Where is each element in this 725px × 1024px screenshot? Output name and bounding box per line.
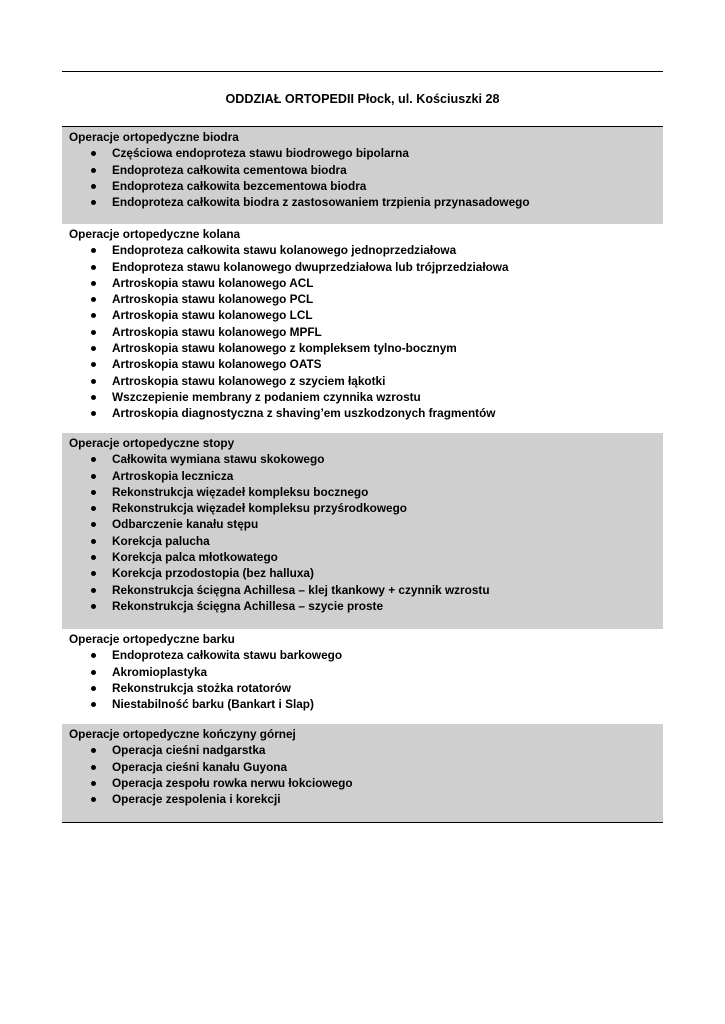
list-item <box>69 405 663 421</box>
list-item <box>69 775 663 791</box>
page-title: ODDZIAŁ ORTOPEDII Płock, ul. Kościuszki 28 <box>225 92 500 106</box>
bullet-icon <box>91 379 96 384</box>
item-label: Rekonstrukcja więzadeł kompleksu bocznego <box>112 484 369 499</box>
item-label: Artroskopia stawu kolanowego z szyciem łąkotki <box>112 373 386 388</box>
list-item <box>69 533 663 549</box>
section-title: Operacje ortopedyczne stopy <box>69 436 235 450</box>
bullet-icon <box>91 168 96 173</box>
bullet-icon <box>91 748 96 753</box>
section-title: Operacje ortopedyczne kończyny górnej <box>69 727 296 741</box>
item-label: Korekcja przodostopia (bez halluxa) <box>112 566 314 581</box>
section-shoulder <box>62 629 663 724</box>
section-upper-limb <box>62 724 663 822</box>
bullet-icon <box>91 653 96 658</box>
bullet-icon <box>91 670 96 675</box>
list-item <box>69 791 663 807</box>
section-title: Operacje ortopedyczne kolana <box>69 227 241 241</box>
bullet-icon <box>91 765 96 770</box>
bullet-icon <box>91 184 96 189</box>
list-item <box>69 340 663 356</box>
item-label: Korekcja palca młotkowatego <box>112 550 278 565</box>
bullet-icon <box>91 151 96 156</box>
bullet-icon <box>91 281 96 286</box>
item-label: Artroskopia stawu kolanowego OATS <box>112 357 322 372</box>
procedures-table <box>62 126 663 823</box>
list-item <box>69 356 663 372</box>
item-label: Artroskopia stawu kolanowego z kompleksem tylno-bocznym <box>112 341 457 356</box>
list-item <box>69 162 663 178</box>
list-item <box>69 742 663 758</box>
list-item <box>69 598 663 614</box>
bullet-icon <box>91 686 96 691</box>
list-item <box>69 549 663 565</box>
section-knee <box>62 224 663 433</box>
procedure-list <box>69 451 663 614</box>
bullet-icon <box>91 457 96 462</box>
item-label: Akromioplastyka <box>112 664 208 679</box>
list-item <box>69 516 663 532</box>
procedure-list <box>69 742 663 807</box>
bullet-icon <box>91 781 96 786</box>
section-hip <box>62 127 663 224</box>
bullet-icon <box>91 474 96 479</box>
document-page <box>62 71 663 823</box>
section-foot <box>62 433 663 629</box>
bullet-icon <box>91 313 96 318</box>
item-label: Rekonstrukcja ścięgna Achillesa – szycie proste <box>112 598 384 613</box>
item-label: Wszczepienie membrany z podaniem czynnika wzrostu <box>112 389 421 404</box>
list-item <box>69 275 663 291</box>
list-item <box>69 582 663 598</box>
item-label: Rekonstrukcja stożka rotatorów <box>112 680 291 695</box>
procedure-list <box>69 647 663 712</box>
item-label: Endoproteza całkowita biodra z zastosowaniem trzpienia przynasadowego <box>112 195 530 210</box>
item-label: Artroskopia stawu kolanowego MPFL <box>112 324 322 339</box>
item-label: Endoproteza całkowita cementowa biodra <box>112 162 347 177</box>
bullet-icon <box>91 200 96 205</box>
bullet-icon <box>91 539 96 544</box>
list-item <box>69 242 663 258</box>
list-item <box>69 145 663 161</box>
list-item <box>69 664 663 680</box>
bullet-icon <box>91 411 96 416</box>
item-label: Operacja cieśni kanału Guyona <box>112 759 288 774</box>
item-label: Artroskopia stawu kolanowego PCL <box>112 292 314 307</box>
bullet-icon <box>91 506 96 511</box>
bullet-icon <box>91 604 96 609</box>
list-item <box>69 696 663 712</box>
list-item <box>69 389 663 405</box>
list-item <box>69 194 663 210</box>
section-title: Operacje ortopedyczne barku <box>69 632 235 646</box>
bullet-icon <box>91 395 96 400</box>
list-item <box>69 373 663 389</box>
list-item <box>69 291 663 307</box>
list-item <box>69 500 663 516</box>
item-label: Artroskopia stawu kolanowego ACL <box>112 275 314 290</box>
item-label: Korekcja palucha <box>112 533 210 548</box>
item-label: Artroskopia diagnostyczna z shaving’em uszkodzonych fragmentów <box>112 406 496 421</box>
list-item <box>69 565 663 581</box>
bullet-icon <box>91 571 96 576</box>
item-label: Rekonstrukcja więzadeł kompleksu przyśrodkowego <box>112 501 408 516</box>
item-label: Rekonstrukcja ścięgna Achillesa – klej tkankowy + czynnik wzrostu <box>112 582 490 597</box>
item-label: Endoproteza całkowita bezcementowa biodra <box>112 178 367 193</box>
bullet-icon <box>91 330 96 335</box>
bullet-icon <box>91 490 96 495</box>
list-item <box>69 468 663 484</box>
item-label: Operacja cieśni nadgarstka <box>112 743 266 758</box>
item-label: Endoproteza całkowita stawu kolanowego jednoprzedziałowa <box>112 243 457 258</box>
bullet-icon <box>91 522 96 527</box>
bullet-icon <box>91 362 96 367</box>
list-item <box>69 259 663 275</box>
bullet-icon <box>91 297 96 302</box>
bullet-icon <box>91 702 96 707</box>
item-label: Operacje zespolenia i korekcji <box>112 792 281 807</box>
bullet-icon <box>91 797 96 802</box>
procedure-list <box>69 242 663 421</box>
bullet-icon <box>91 248 96 253</box>
list-item <box>69 680 663 696</box>
bullet-icon <box>91 588 96 593</box>
item-label: Artroskopia lecznicza <box>112 468 234 483</box>
section-title: Operacje ortopedyczne biodra <box>69 130 239 144</box>
item-label: Niestabilność barku (Bankart i Slap) <box>112 697 314 712</box>
item-label: Endoproteza całkowita stawu barkowego <box>112 648 343 663</box>
item-label: Artroskopia stawu kolanowego LCL <box>112 308 313 323</box>
bullet-icon <box>91 265 96 270</box>
item-label: Operacja zespołu rowka nerwu łokciowego <box>112 775 353 790</box>
item-label: Częściowa endoproteza stawu biodrowego bipolarna <box>112 146 409 161</box>
list-item <box>69 178 663 194</box>
list-item <box>69 484 663 500</box>
list-item <box>69 307 663 323</box>
bullet-icon <box>91 555 96 560</box>
item-label: Odbarczenie kanału stępu <box>112 517 259 532</box>
list-item <box>69 451 663 467</box>
list-item <box>69 324 663 340</box>
item-label: Endoproteza stawu kolanowego dwuprzedziałowa lub trójprzedziałowa <box>112 259 509 274</box>
bullet-icon <box>91 346 96 351</box>
procedure-list <box>69 145 663 210</box>
list-item <box>69 759 663 775</box>
list-item <box>69 647 663 663</box>
item-label: Całkowita wymiana stawu skokowego <box>112 452 325 467</box>
